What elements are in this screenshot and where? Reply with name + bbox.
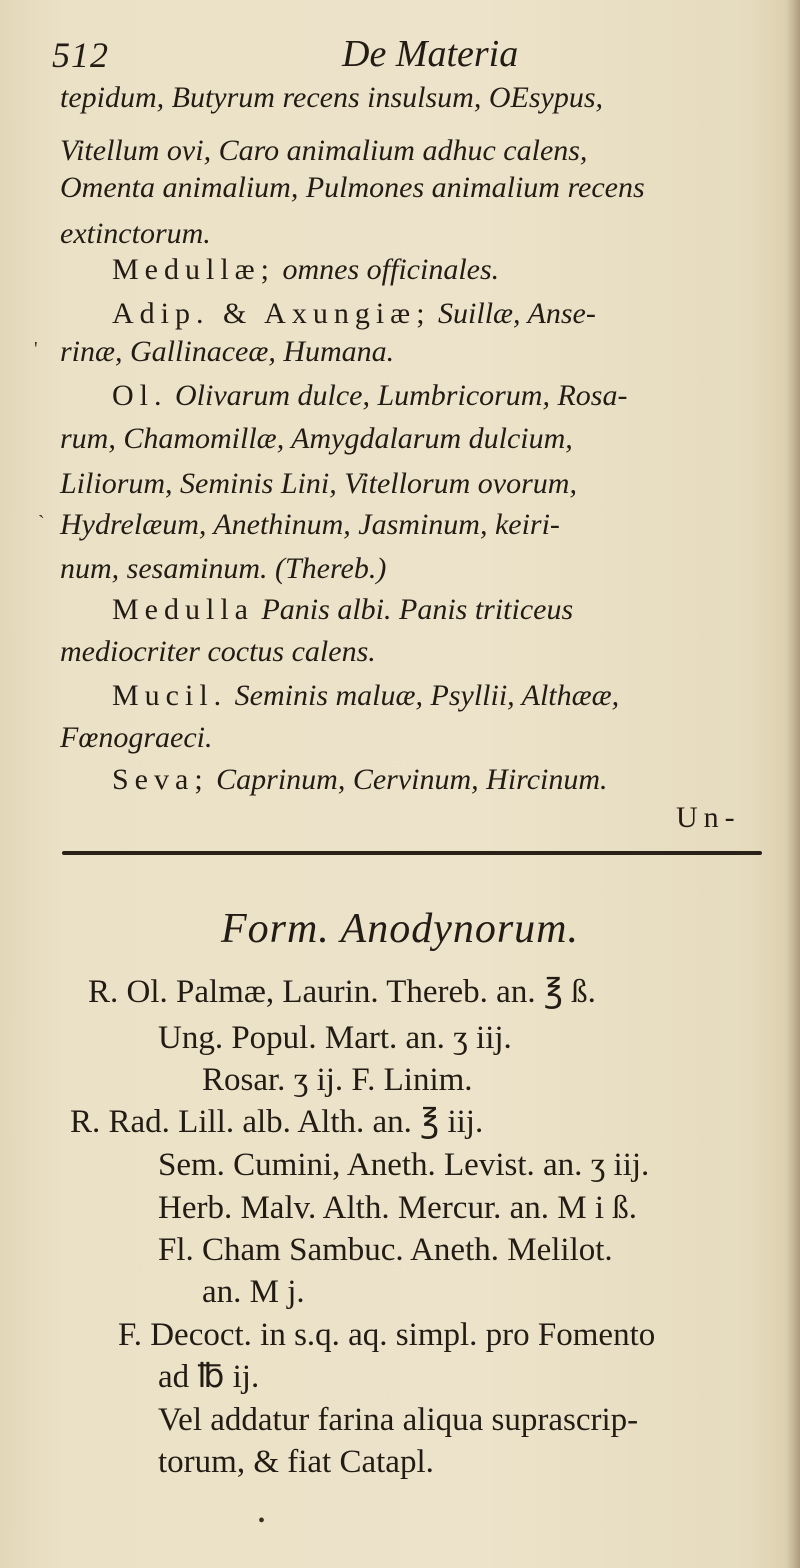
entry-mucil bbox=[112, 678, 619, 714]
entry-text: Seminis maluæ, Psyllii, Althææ, bbox=[234, 679, 620, 712]
formula-line: R. Ol. Palmæ, Laurin. Thereb. an. ℥ ß. bbox=[88, 974, 596, 1010]
formula-line: torum, & fiat Catapl. bbox=[158, 1444, 434, 1480]
entry-continuation: rum, Chamomillæ, Amygdalarum dulcium, bbox=[60, 422, 573, 455]
entry-continuation: mediocriter coctus calens. bbox=[60, 635, 376, 668]
page-edge-shadow bbox=[786, 0, 800, 1568]
entry-ol bbox=[112, 378, 627, 414]
formula-line: Ung. Popul. Mart. an. ʒ iij. bbox=[158, 1020, 512, 1056]
section-divider-rule bbox=[62, 851, 762, 855]
text-line: Omenta animalium, Pulmones animalium recens bbox=[60, 171, 645, 204]
entry-head: Seva; bbox=[112, 763, 209, 796]
entry-adip bbox=[112, 296, 596, 332]
entry-medullae bbox=[112, 252, 499, 288]
entry-head: Medullæ; bbox=[112, 253, 276, 286]
text-line: extinctorum. bbox=[60, 217, 211, 250]
formula-line: Sem. Cumini, Aneth. Levist. an. ʒ iij. bbox=[158, 1147, 650, 1183]
margin-mark: ` bbox=[38, 512, 45, 534]
entry-head: Ol. bbox=[112, 379, 168, 412]
formula-line: Vel addatur farina aliqua suprascrip- bbox=[158, 1402, 639, 1438]
entry-text: omnes officinales. bbox=[282, 253, 500, 286]
entry-continuation: Hydrelæum, Anethinum, Jasminum, keiri- bbox=[60, 508, 560, 541]
entry-head: Adip. & Axungiæ; bbox=[112, 297, 431, 330]
entry-head: Mucil. bbox=[112, 679, 228, 712]
entry-text: Suillæ, Anse- bbox=[438, 297, 596, 330]
entry-text: Panis albi. Panis triticeus bbox=[261, 593, 574, 626]
page-number: 512 bbox=[52, 35, 109, 75]
ink-speck: • bbox=[258, 1510, 266, 1532]
formula-line: Herb. Malv. Alth. Mercur. an. M i ß. bbox=[158, 1190, 638, 1226]
formula-line: R. Rad. Lill. alb. Alth. an. ℥ iij. bbox=[70, 1104, 484, 1140]
formula-title: Form. Anodynorum. bbox=[220, 906, 580, 952]
entry-continuation: num, sesaminum. (Thereb.) bbox=[60, 552, 387, 585]
catchword: Un- bbox=[676, 801, 741, 834]
formula-line: Rosar. ʒ ij. F. Linim. bbox=[202, 1062, 473, 1098]
formula-line: ad ℔ ij. bbox=[158, 1359, 260, 1395]
formula-line: Fl. Cham Sambuc. Aneth. Melilot. bbox=[158, 1232, 613, 1268]
entry-text: Caprinum, Cervinum, Hircinum. bbox=[216, 763, 608, 796]
text-line: tepidum, Butyrum recens insulsum, OEsypus, bbox=[60, 81, 603, 114]
margin-mark: ' bbox=[34, 338, 38, 360]
entry-text: Olivarum dulce, Lumbricorum, Rosa- bbox=[175, 379, 628, 412]
entry-medulla bbox=[112, 592, 573, 628]
running-title: De Materia bbox=[342, 33, 519, 75]
entry-continuation: Fœnograeci. bbox=[60, 721, 213, 754]
entry-continuation: rinæ, Gallinaceæ, Humana. bbox=[60, 335, 395, 368]
running-header bbox=[52, 32, 752, 82]
formula-line: an. M j. bbox=[202, 1274, 305, 1310]
entry-seva bbox=[112, 762, 608, 798]
text-line: Vitellum ovi, Caro animalium adhuc calens, bbox=[60, 134, 588, 167]
entry-head: Medulla bbox=[112, 593, 254, 626]
entry-continuation: Liliorum, Seminis Lini, Vitellorum ovorum, bbox=[60, 467, 577, 500]
formula-line: F. Decoct. in s.q. aq. simpl. pro Fomento bbox=[118, 1317, 656, 1353]
